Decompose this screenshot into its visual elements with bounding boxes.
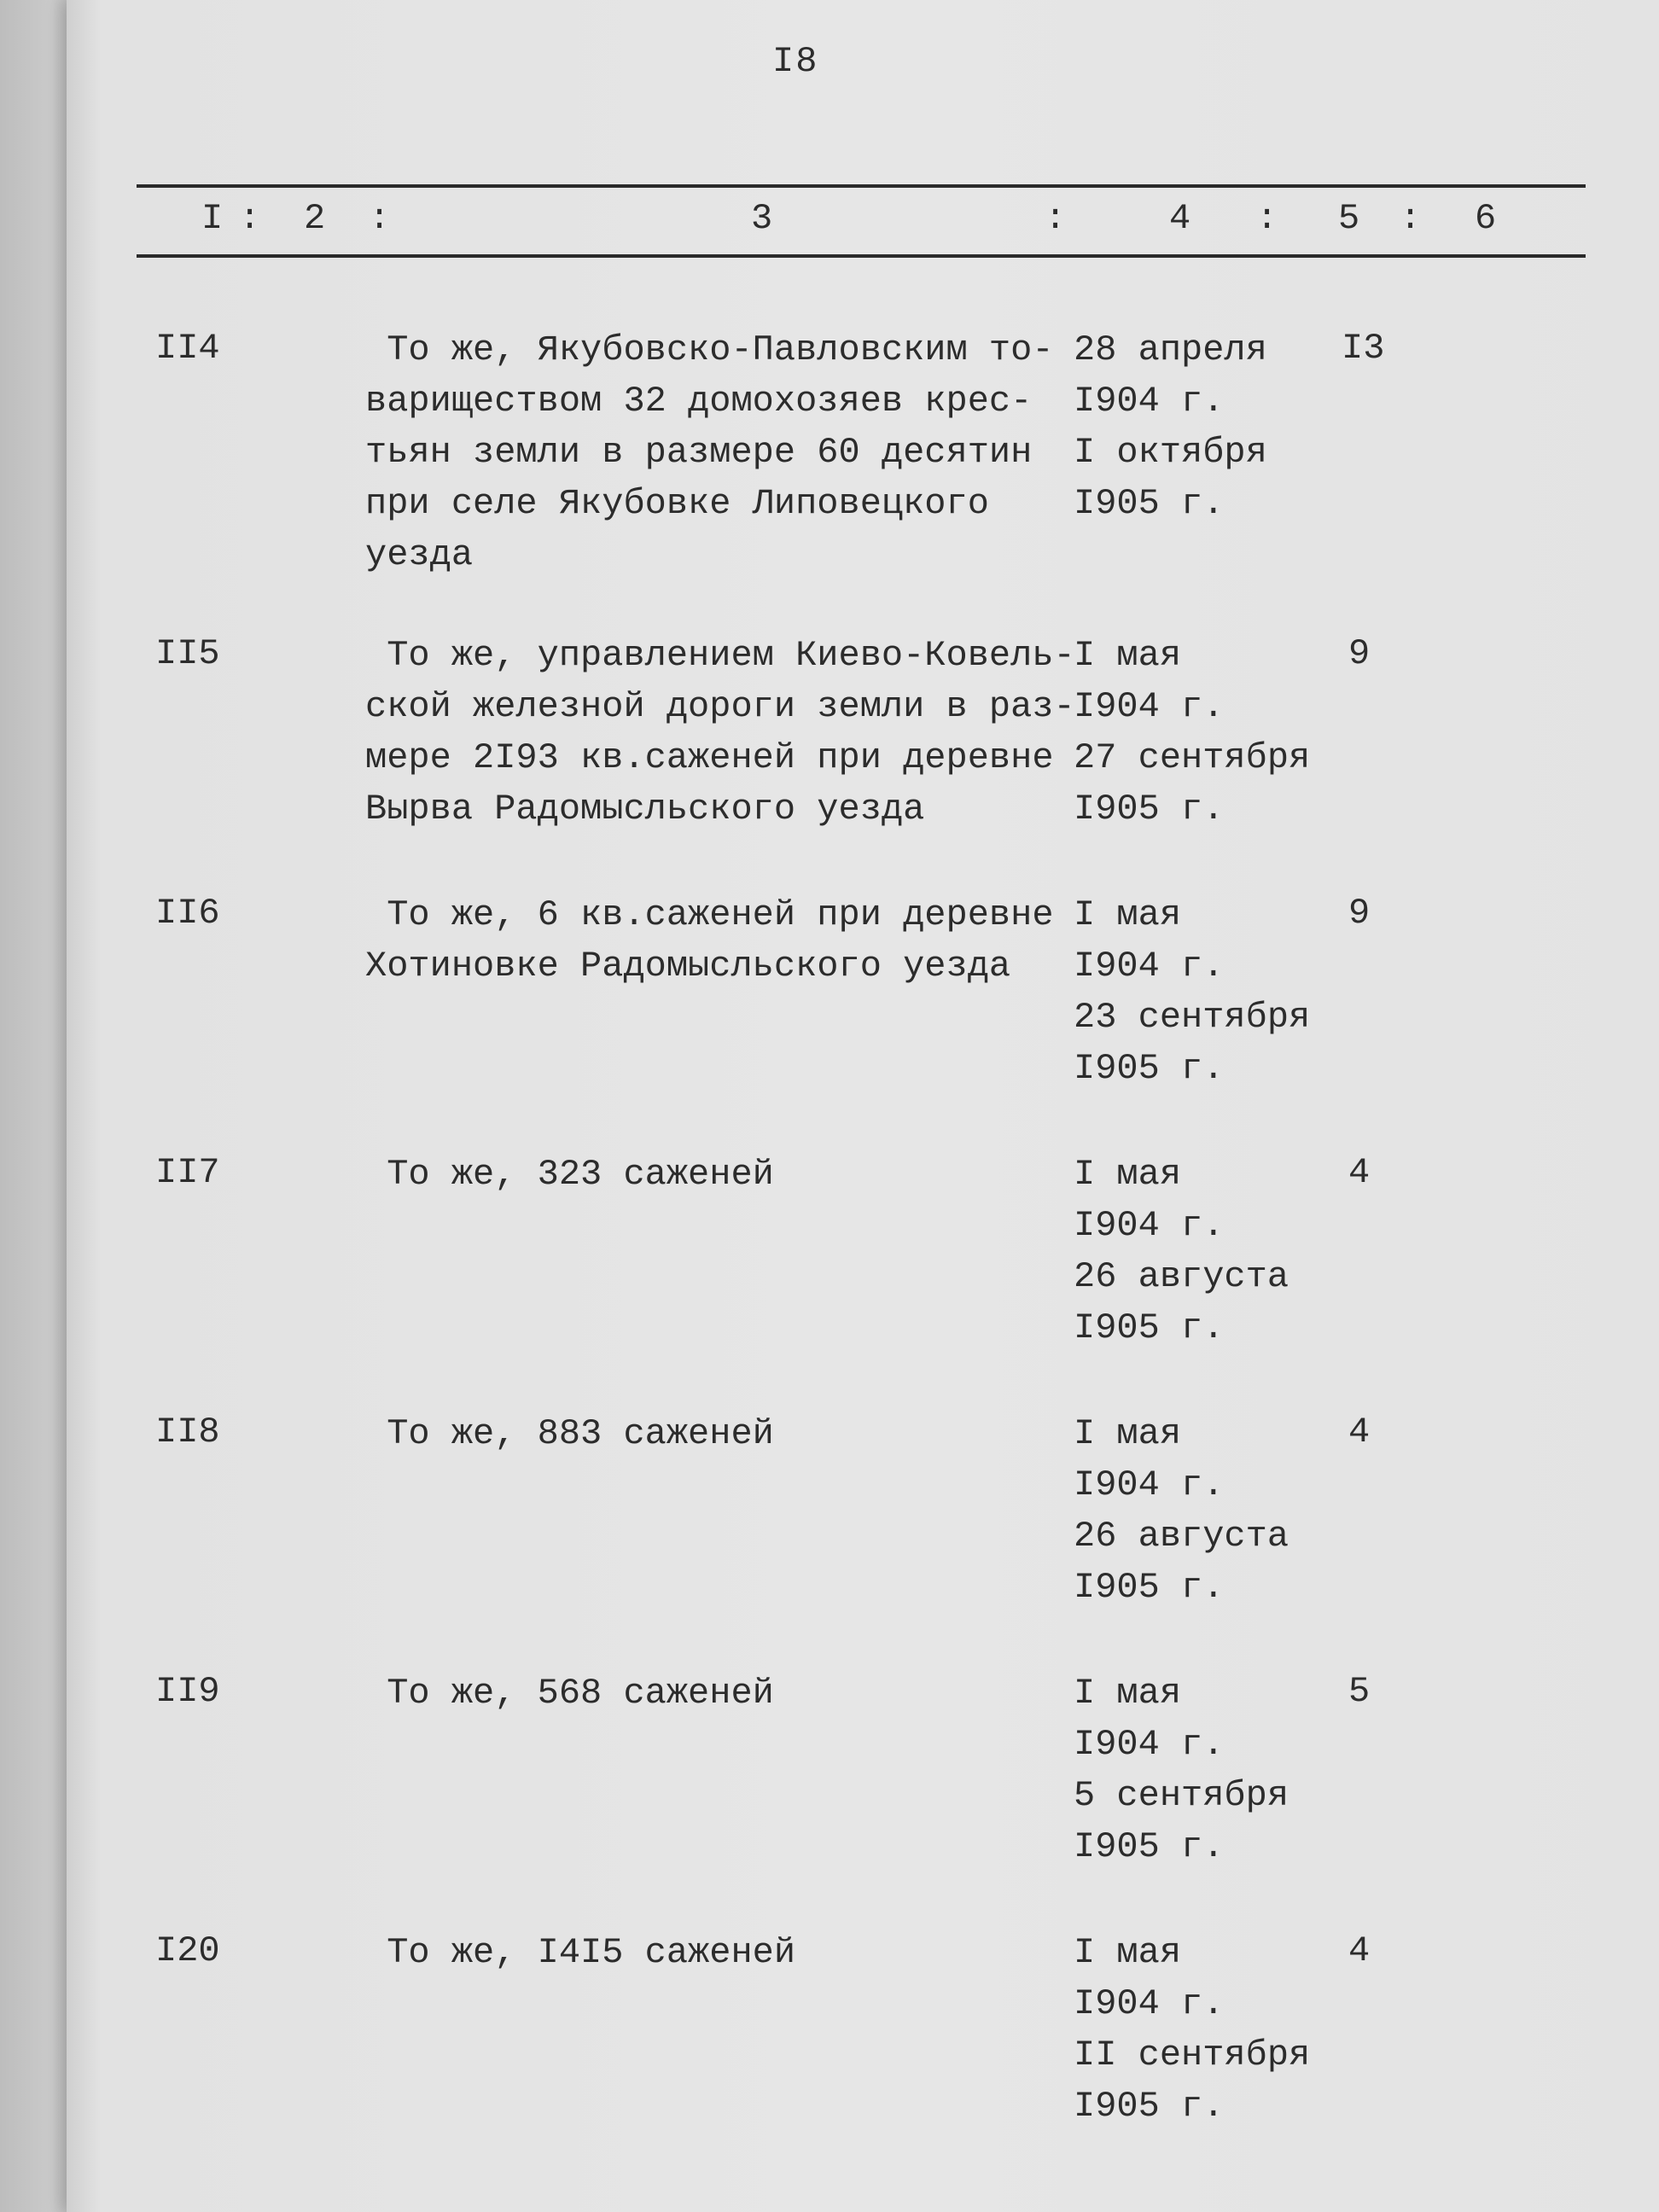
entry-sheets: I3 bbox=[1342, 328, 1385, 369]
entry-number: II4 bbox=[155, 328, 220, 369]
description-line: То же, Якубовско-Павловским то- bbox=[365, 329, 1054, 370]
date-line: I904 г. bbox=[1074, 1724, 1225, 1765]
header-sep-2: : bbox=[369, 198, 391, 239]
description-line: Вырва Радомысльского уезда bbox=[365, 789, 925, 830]
description-line: То же, управлением Киево-Ковель- bbox=[365, 635, 1075, 676]
description-line: при селе Якубовке Липовецкого bbox=[365, 483, 989, 524]
header-col-6: 6 bbox=[1475, 198, 1497, 239]
entry-description bbox=[365, 1668, 1065, 1719]
description-line: ской железной дороги земли в раз- bbox=[365, 686, 1075, 727]
date-line: I905 г. bbox=[1074, 1307, 1225, 1348]
header-sep-5: : bbox=[1400, 198, 1422, 239]
date-line: I мая bbox=[1074, 1413, 1182, 1454]
description-line: уезда bbox=[365, 534, 474, 575]
description-line: вариществом 32 домохозяев крес- bbox=[365, 381, 1033, 422]
entry-dates bbox=[1074, 1668, 1289, 1872]
entry-dates bbox=[1074, 1408, 1289, 1613]
entry-dates bbox=[1074, 1149, 1289, 1353]
description-line: То же, I4I5 саженей bbox=[365, 1932, 796, 1973]
entry-dates bbox=[1074, 889, 1310, 1094]
date-line: I905 г. bbox=[1074, 1567, 1225, 1608]
header-rule-top bbox=[137, 184, 1586, 188]
description-line: мере 2I93 кв.саженей при деревне bbox=[365, 737, 1054, 778]
entry-description bbox=[365, 630, 1075, 835]
date-line: I904 г. bbox=[1074, 946, 1225, 987]
date-line: I905 г. bbox=[1074, 2086, 1225, 2127]
entry-dates bbox=[1074, 324, 1267, 529]
entry-description bbox=[365, 889, 1065, 992]
entry-dates bbox=[1074, 630, 1310, 835]
header-sep-1: : bbox=[239, 198, 261, 239]
header-sep-4: : bbox=[1256, 198, 1278, 239]
header-col-3: 3 bbox=[751, 198, 773, 239]
entry-sheets: 4 bbox=[1348, 1152, 1371, 1193]
date-line: I905 г. bbox=[1074, 483, 1225, 524]
date-line: I904 г. bbox=[1074, 686, 1225, 727]
entry-sheets: 9 bbox=[1348, 893, 1371, 934]
entry-description bbox=[365, 1149, 1065, 1200]
date-line: I мая bbox=[1074, 1673, 1182, 1714]
date-line: I905 г. bbox=[1074, 1826, 1225, 1867]
date-line: I904 г. bbox=[1074, 1464, 1225, 1505]
entry-number: II5 bbox=[155, 633, 220, 674]
header-col-5: 5 bbox=[1338, 198, 1360, 239]
date-line: I мая bbox=[1074, 1154, 1182, 1195]
entry-number: II8 bbox=[155, 1412, 220, 1452]
entry-description bbox=[365, 1927, 1065, 1978]
entry-number: II7 bbox=[155, 1152, 220, 1193]
header-col-2: 2 bbox=[304, 198, 326, 239]
date-line: 26 августа bbox=[1074, 1256, 1289, 1297]
date-line: I904 г. bbox=[1074, 381, 1225, 422]
date-line: 23 сентября bbox=[1074, 997, 1311, 1038]
page-number: I8 bbox=[772, 41, 819, 82]
description-line: То же, 883 саженей bbox=[365, 1413, 774, 1454]
date-line: I905 г. bbox=[1074, 789, 1225, 830]
entry-sheets: 4 bbox=[1348, 1412, 1371, 1452]
header-col-4: 4 bbox=[1169, 198, 1191, 239]
date-line: I905 г. bbox=[1074, 1048, 1225, 1089]
description-line: То же, 6 кв.саженей при деревне bbox=[365, 894, 1054, 935]
description-line: Хотиновке Радомысльского уезда bbox=[365, 946, 1011, 987]
entry-number: II6 bbox=[155, 893, 220, 934]
entry-dates bbox=[1074, 1927, 1310, 2132]
header-sep-3: : bbox=[1045, 198, 1067, 239]
date-line: 28 апреля bbox=[1074, 329, 1267, 370]
date-line: 27 сентября bbox=[1074, 737, 1311, 778]
entry-description bbox=[365, 1408, 1065, 1459]
entry-number: I20 bbox=[155, 1930, 220, 1971]
header-rule-bottom bbox=[137, 254, 1586, 258]
binding-edge bbox=[0, 0, 67, 2212]
entry-description bbox=[365, 324, 1065, 580]
date-line: I мая bbox=[1074, 635, 1182, 676]
date-line: I октября bbox=[1074, 432, 1267, 473]
date-line: 26 августа bbox=[1074, 1516, 1289, 1557]
date-line: I мая bbox=[1074, 894, 1182, 935]
description-line: То же, 323 саженей bbox=[365, 1154, 774, 1195]
description-line: То же, 568 саженей bbox=[365, 1673, 774, 1714]
date-line: I904 г. bbox=[1074, 1205, 1225, 1246]
date-line: II сентября bbox=[1074, 2034, 1311, 2075]
entry-sheets: 5 bbox=[1348, 1671, 1371, 1712]
entry-sheets: 9 bbox=[1348, 633, 1371, 674]
date-line: I904 г. bbox=[1074, 1983, 1225, 2024]
entry-number: II9 bbox=[155, 1671, 220, 1712]
header-col-1: I bbox=[201, 198, 224, 239]
date-line: I мая bbox=[1074, 1932, 1182, 1973]
entry-sheets: 4 bbox=[1348, 1930, 1371, 1971]
description-line: тьян земли в размере 60 десятин bbox=[365, 432, 1033, 473]
date-line: 5 сентября bbox=[1074, 1775, 1289, 1816]
